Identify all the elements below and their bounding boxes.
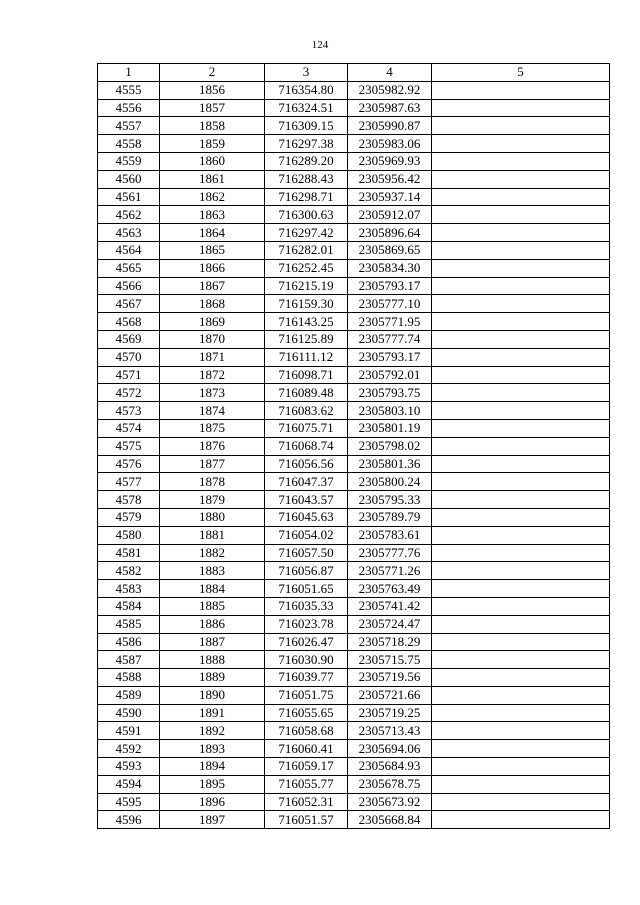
table-cell: 2305896.64 — [348, 224, 432, 242]
table-cell — [432, 758, 610, 776]
table-row — [98, 295, 610, 313]
table-cell: 1862 — [160, 188, 265, 206]
coordinates-table — [97, 63, 610, 829]
table-cell: 2305771.26 — [348, 562, 432, 580]
table-cell — [432, 419, 610, 437]
table-cell — [432, 562, 610, 580]
table-cell: 1890 — [160, 686, 265, 704]
table-row — [98, 811, 610, 829]
table-cell: 1870 — [160, 330, 265, 348]
table-cell: 4565 — [98, 259, 160, 277]
table-cell — [432, 81, 610, 99]
table-cell: 716075.71 — [265, 419, 348, 437]
table-cell: 716051.65 — [265, 580, 348, 598]
table-cell: 716282.01 — [265, 241, 348, 259]
table-cell — [432, 99, 610, 117]
table-row — [98, 651, 610, 669]
table-cell: 2305721.66 — [348, 686, 432, 704]
table-cell: 4578 — [98, 491, 160, 509]
table-row — [98, 348, 610, 366]
table-cell — [432, 384, 610, 402]
table-cell: 4569 — [98, 330, 160, 348]
table-cell — [432, 206, 610, 224]
table-cell: 2305713.43 — [348, 722, 432, 740]
table-cell: 1866 — [160, 259, 265, 277]
table-row — [98, 402, 610, 420]
table-cell: 4588 — [98, 669, 160, 687]
table-cell — [432, 330, 610, 348]
table-row — [98, 473, 610, 491]
table-row — [98, 366, 610, 384]
table-cell: 4561 — [98, 188, 160, 206]
table-cell: 716089.48 — [265, 384, 348, 402]
table-row — [98, 597, 610, 615]
table-cell: 716252.45 — [265, 259, 348, 277]
table-row — [98, 633, 610, 651]
table-cell: 716059.17 — [265, 758, 348, 776]
table-cell: 2305801.19 — [348, 419, 432, 437]
column-header: 4 — [348, 64, 432, 82]
table-cell — [432, 597, 610, 615]
table-cell: 4577 — [98, 473, 160, 491]
table-cell — [432, 740, 610, 758]
table-cell: 4593 — [98, 758, 160, 776]
table-cell: 1869 — [160, 313, 265, 331]
table-cell — [432, 775, 610, 793]
table-cell: 716068.74 — [265, 437, 348, 455]
table-cell: 2305869.65 — [348, 241, 432, 259]
table-cell: 1887 — [160, 633, 265, 651]
table-row — [98, 81, 610, 99]
table-cell — [432, 793, 610, 811]
table-cell — [432, 508, 610, 526]
table-cell: 716125.89 — [265, 330, 348, 348]
column-header: 5 — [432, 64, 610, 82]
table-body — [98, 81, 610, 828]
table-cell: 716043.57 — [265, 491, 348, 509]
table-cell: 4584 — [98, 597, 160, 615]
table-cell: 2305771.95 — [348, 313, 432, 331]
table-cell: 1858 — [160, 117, 265, 135]
table-row — [98, 491, 610, 509]
table-cell: 4571 — [98, 366, 160, 384]
table-row — [98, 544, 610, 562]
table-cell — [432, 277, 610, 295]
table-row — [98, 188, 610, 206]
table-cell: 1859 — [160, 135, 265, 153]
table-cell: 4589 — [98, 686, 160, 704]
table-cell: 2305673.92 — [348, 793, 432, 811]
table-cell: 716051.75 — [265, 686, 348, 704]
table-cell: 4560 — [98, 170, 160, 188]
table-cell: 716056.56 — [265, 455, 348, 473]
table-cell: 716288.43 — [265, 170, 348, 188]
table-cell — [432, 651, 610, 669]
table-cell: 2305798.02 — [348, 437, 432, 455]
table-cell: 2305793.17 — [348, 277, 432, 295]
table-cell: 2305724.47 — [348, 615, 432, 633]
table-cell: 4566 — [98, 277, 160, 295]
table-row — [98, 170, 610, 188]
table-row — [98, 259, 610, 277]
table-cell: 4596 — [98, 811, 160, 829]
table-row — [98, 740, 610, 758]
table-cell: 1893 — [160, 740, 265, 758]
table-cell: 4595 — [98, 793, 160, 811]
table-cell — [432, 455, 610, 473]
table-cell: 1871 — [160, 348, 265, 366]
table-cell: 716054.02 — [265, 526, 348, 544]
table-cell: 1876 — [160, 437, 265, 455]
table-cell: 1867 — [160, 277, 265, 295]
table-cell: 4575 — [98, 437, 160, 455]
table-cell: 716023.78 — [265, 615, 348, 633]
table-cell: 2305834.30 — [348, 259, 432, 277]
table-cell: 716055.65 — [265, 704, 348, 722]
table-row — [98, 437, 610, 455]
table-cell: 2305777.74 — [348, 330, 432, 348]
table-cell: 4574 — [98, 419, 160, 437]
table-cell: 716215.19 — [265, 277, 348, 295]
table-cell — [432, 135, 610, 153]
table-row — [98, 669, 610, 687]
table-cell — [432, 170, 610, 188]
table-cell — [432, 259, 610, 277]
table-row — [98, 775, 610, 793]
table-cell: 4570 — [98, 348, 160, 366]
table-cell: 4590 — [98, 704, 160, 722]
table-cell: 1878 — [160, 473, 265, 491]
table-cell — [432, 295, 610, 313]
table-row — [98, 135, 610, 153]
table-cell: 1875 — [160, 419, 265, 437]
table-cell: 716060.41 — [265, 740, 348, 758]
table-cell: 2305801.36 — [348, 455, 432, 473]
table-row — [98, 277, 610, 295]
table-cell: 4576 — [98, 455, 160, 473]
table-cell: 2305937.14 — [348, 188, 432, 206]
table-cell: 1860 — [160, 152, 265, 170]
table-cell: 2305777.10 — [348, 295, 432, 313]
table-cell: 4582 — [98, 562, 160, 580]
table-cell: 2305718.29 — [348, 633, 432, 651]
table-cell: 716159.30 — [265, 295, 348, 313]
table-cell: 2305719.25 — [348, 704, 432, 722]
table-cell: 1895 — [160, 775, 265, 793]
table-cell: 2305783.61 — [348, 526, 432, 544]
page-number: 124 — [311, 39, 329, 51]
table-row — [98, 241, 610, 259]
table-cell: 1872 — [160, 366, 265, 384]
table-cell: 716300.63 — [265, 206, 348, 224]
table-cell: 2305969.93 — [348, 152, 432, 170]
table-cell: 4591 — [98, 722, 160, 740]
table-cell: 2305789.79 — [348, 508, 432, 526]
table-cell: 2305777.76 — [348, 544, 432, 562]
table-cell — [432, 722, 610, 740]
table-cell: 2305795.33 — [348, 491, 432, 509]
table-cell: 716298.71 — [265, 188, 348, 206]
table-cell — [432, 615, 610, 633]
table-cell: 716039.77 — [265, 669, 348, 687]
table-cell: 4585 — [98, 615, 160, 633]
table-cell: 4581 — [98, 544, 160, 562]
table-cell: 4568 — [98, 313, 160, 331]
table-row — [98, 224, 610, 242]
table-row — [98, 313, 610, 331]
table-cell — [432, 224, 610, 242]
table-row — [98, 455, 610, 473]
table-cell: 716289.20 — [265, 152, 348, 170]
table-cell: 2305684.93 — [348, 758, 432, 776]
table-cell — [432, 366, 610, 384]
table-cell: 2305715.75 — [348, 651, 432, 669]
table-cell: 716035.33 — [265, 597, 348, 615]
table-cell: 1886 — [160, 615, 265, 633]
table-cell: 716047.37 — [265, 473, 348, 491]
table-cell: 1885 — [160, 597, 265, 615]
table-cell: 1891 — [160, 704, 265, 722]
table-cell: 4572 — [98, 384, 160, 402]
table-cell — [432, 491, 610, 509]
table-row — [98, 330, 610, 348]
table-cell — [432, 526, 610, 544]
table-cell: 716055.77 — [265, 775, 348, 793]
table-cell: 716143.25 — [265, 313, 348, 331]
table-cell: 1882 — [160, 544, 265, 562]
table-cell — [432, 241, 610, 259]
table-cell: 4573 — [98, 402, 160, 420]
table-cell: 2305983.06 — [348, 135, 432, 153]
table-cell: 1888 — [160, 651, 265, 669]
table-cell — [432, 348, 610, 366]
table-cell: 4564 — [98, 241, 160, 259]
table-cell: 2305694.06 — [348, 740, 432, 758]
table-cell — [432, 633, 610, 651]
table-cell: 1880 — [160, 508, 265, 526]
table-cell: 2305792.01 — [348, 366, 432, 384]
table-cell: 4559 — [98, 152, 160, 170]
table-row — [98, 526, 610, 544]
table-row — [98, 206, 610, 224]
table-cell: 2305763.49 — [348, 580, 432, 598]
table-cell: 2305982.92 — [348, 81, 432, 99]
table-row — [98, 615, 610, 633]
table-cell: 1884 — [160, 580, 265, 598]
table-cell — [432, 669, 610, 687]
table-cell: 1874 — [160, 402, 265, 420]
table-cell — [432, 117, 610, 135]
table-row — [98, 758, 610, 776]
table-cell — [432, 188, 610, 206]
table-cell — [432, 152, 610, 170]
table-cell: 2305719.56 — [348, 669, 432, 687]
table-cell — [432, 544, 610, 562]
table-row — [98, 793, 610, 811]
table-cell: 2305678.75 — [348, 775, 432, 793]
table-cell — [432, 704, 610, 722]
table-cell: 4563 — [98, 224, 160, 242]
table-row — [98, 508, 610, 526]
table-cell: 1896 — [160, 793, 265, 811]
table-cell: 1881 — [160, 526, 265, 544]
table-row — [98, 704, 610, 722]
table-cell: 1879 — [160, 491, 265, 509]
table-cell: 2305990.87 — [348, 117, 432, 135]
table-cell — [432, 811, 610, 829]
table-cell — [432, 437, 610, 455]
table-cell: 716030.90 — [265, 651, 348, 669]
table-cell — [432, 686, 610, 704]
column-header: 1 — [98, 64, 160, 82]
table-cell: 1897 — [160, 811, 265, 829]
table-cell: 4555 — [98, 81, 160, 99]
table-cell: 1863 — [160, 206, 265, 224]
table-cell: 4594 — [98, 775, 160, 793]
table-cell: 716058.68 — [265, 722, 348, 740]
table-cell: 716051.57 — [265, 811, 348, 829]
table-cell: 1856 — [160, 81, 265, 99]
table-cell: 716297.42 — [265, 224, 348, 242]
table-cell: 4583 — [98, 580, 160, 598]
table-cell — [432, 313, 610, 331]
table-row — [98, 152, 610, 170]
table-row — [98, 419, 610, 437]
table-cell: 1892 — [160, 722, 265, 740]
table-cell: 4579 — [98, 508, 160, 526]
table-cell: 2305668.84 — [348, 811, 432, 829]
table-cell: 716098.71 — [265, 366, 348, 384]
table-cell: 716052.31 — [265, 793, 348, 811]
table-row — [98, 384, 610, 402]
table-cell: 716056.87 — [265, 562, 348, 580]
table-cell: 4567 — [98, 295, 160, 313]
table-cell: 716026.47 — [265, 633, 348, 651]
table-cell: 2305987.63 — [348, 99, 432, 117]
table-cell: 716045.63 — [265, 508, 348, 526]
table-cell: 2305741.42 — [348, 597, 432, 615]
table-cell: 716309.15 — [265, 117, 348, 135]
table-cell: 716057.50 — [265, 544, 348, 562]
table-cell: 2305912.07 — [348, 206, 432, 224]
table-row — [98, 99, 610, 117]
table-cell: 4587 — [98, 651, 160, 669]
table-cell: 716354.80 — [265, 81, 348, 99]
table-cell: 4592 — [98, 740, 160, 758]
table-cell: 4557 — [98, 117, 160, 135]
table-cell: 716324.51 — [265, 99, 348, 117]
table-row — [98, 580, 610, 598]
table-row — [98, 562, 610, 580]
table-cell: 1868 — [160, 295, 265, 313]
table-cell: 4562 — [98, 206, 160, 224]
table-cell — [432, 402, 610, 420]
table-row — [98, 686, 610, 704]
table-cell: 2305793.17 — [348, 348, 432, 366]
table-row — [98, 117, 610, 135]
table-cell — [432, 473, 610, 491]
table-header-row — [98, 64, 610, 82]
table-cell: 4558 — [98, 135, 160, 153]
table-cell: 716111.12 — [265, 348, 348, 366]
table-cell: 4556 — [98, 99, 160, 117]
table-cell: 716083.62 — [265, 402, 348, 420]
table-cell — [432, 580, 610, 598]
table-row — [98, 722, 610, 740]
table-cell: 1857 — [160, 99, 265, 117]
table-cell: 716297.38 — [265, 135, 348, 153]
table-cell: 1883 — [160, 562, 265, 580]
column-header: 3 — [265, 64, 348, 82]
table-cell: 2305956.42 — [348, 170, 432, 188]
table-cell: 2305793.75 — [348, 384, 432, 402]
table-cell: 1877 — [160, 455, 265, 473]
table-cell: 1894 — [160, 758, 265, 776]
table-cell: 1864 — [160, 224, 265, 242]
table-cell: 4580 — [98, 526, 160, 544]
table-cell: 2305800.24 — [348, 473, 432, 491]
table-cell: 1889 — [160, 669, 265, 687]
table-cell: 2305803.10 — [348, 402, 432, 420]
table-cell: 4586 — [98, 633, 160, 651]
column-header: 2 — [160, 64, 265, 82]
table-cell: 1865 — [160, 241, 265, 259]
table-cell: 1873 — [160, 384, 265, 402]
table-cell: 1861 — [160, 170, 265, 188]
